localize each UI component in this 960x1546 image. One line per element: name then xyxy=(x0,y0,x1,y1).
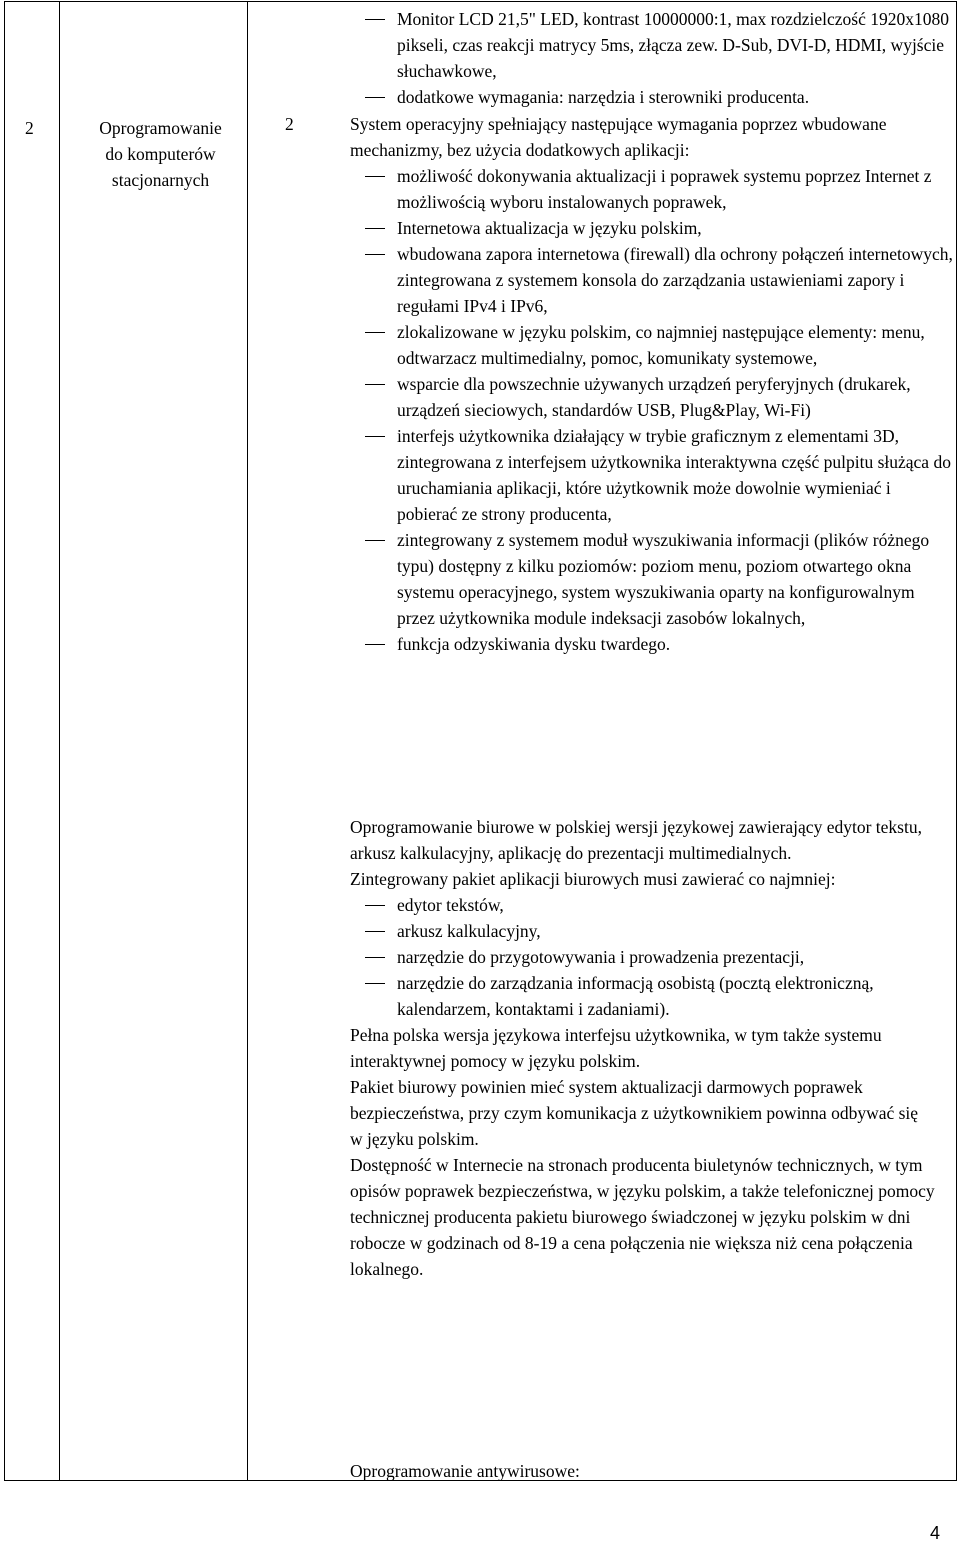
os-section xyxy=(350,111,955,657)
office-updates-line: Pakiet biurowy powinien mieć system aktualizacji darmowych poprawek xyxy=(350,1077,863,1097)
page-number: 4 xyxy=(930,1523,941,1543)
office-updates-line: bezpieczeństwa, przy czym komunikacja z użytkownikiem powinna odbywać się xyxy=(350,1103,919,1123)
office-package-intro: Zintegrowany pakiet aplikacji biurowych musi zawierać co najmniej: xyxy=(350,869,836,889)
os-intro: System operacyjny spełniający następujące wymagania poprzez wbudowane mechanizmy, bez użycia dodatkowych aplikacji: xyxy=(350,114,887,160)
list-item: zlokalizowane w języku polskim, co najmniej następujące elementy: menu, odtwarzacz multimedialny, pomoc, komunikaty systemowe, xyxy=(350,319,955,371)
column-divider-1 xyxy=(59,2,60,1480)
office-language-line: Pełna polska wersja językowa interfejsu użytkownika, w tym także systemu xyxy=(350,1025,882,1045)
office-support: Dostępność w Internecie na stronach producenta biuletynów technicznych, w tym opisów poprawek bezpieczeństwa, w języku polskim, a także telefonicznej pomocy technicznej producenta pakietu biurowego świadczonej w języku polskim w dni robocze w godzinach od 8-19 a cena połączenia nie większa niż cena połączenia lokalnego. xyxy=(350,1155,935,1279)
office-language-line: interaktywnej pomocy w języku polskim. xyxy=(350,1051,641,1071)
os-requirements-list xyxy=(350,163,955,657)
column-divider-2 xyxy=(247,2,248,1480)
list-item: wsparcie dla powszechnie używanych urządzeń peryferyjnych (drukarek, urządzeń sieciowych, standardów USB, Plug&Play, Wi-Fi) xyxy=(350,371,955,423)
list-item: narzędzie do zarządzania informacją osobistą (pocztą elektroniczną, kalendarzem, kontaktami i zadaniami). xyxy=(350,970,955,1022)
list-item: zintegrowany z systemem moduł wyszukiwania informacji (plików różnego typu) dostępny z kilku poziomów: poziom menu, poziom otwartego okna systemu operacyjnego, system wyszukiwania oparty na konfigurowalnym przez użytkownika module indeksacji zasobów lokalnych, xyxy=(350,527,955,631)
office-section xyxy=(350,814,955,1282)
list-item: możliwość dokonywania aktualizacji i poprawek systemu poprzez Internet z możliwością wyboru instalowanych poprawek, xyxy=(350,163,955,215)
list-item: dodatkowe wymagania: narzędzia i sterowniki producenta. xyxy=(350,84,955,110)
row-name-line: do komputerów xyxy=(105,144,216,164)
list-item: narzędzie do przygotowywania i prowadzenia prezentacji, xyxy=(350,944,955,970)
row-name-line: stacjonarnych xyxy=(111,170,210,190)
antivirus-label: Oprogramowanie antywirusowe: xyxy=(350,1461,580,1481)
row-number: 2 xyxy=(25,118,34,138)
office-apps-list xyxy=(350,892,955,1022)
list-item: arkusz kalkulacyjny, xyxy=(350,918,955,944)
os-number: 2 xyxy=(285,114,294,134)
list-item: interfejs użytkownika działający w trybie graficznym z elementami 3D, zintegrowana z interfejsem użytkownika interaktywna część pulpitu służąca do uruchamiania aplikacji, które użytkownik może dowolnie wymieniać i pobierać ze strony producenta, xyxy=(350,423,955,527)
list-item: Internetowa aktualizacja w języku polskim, xyxy=(350,215,955,241)
office-intro: Oprogramowanie biurowe w polskiej wersji językowej zawierający edytor tekstu, arkusz kalkulacyjny, aplikację do prezentacji multimedialnych. xyxy=(350,817,922,863)
list-item: wbudowana zapora internetowa (firewall) dla ochrony połączeń internetowych, zintegrowana z systemem konsola do zarządzania ustawieniami zapory i regułami IPv4 i IPv6, xyxy=(350,241,955,319)
row-name-line: Oprogramowanie xyxy=(99,118,222,138)
list-item: funkcja odzyskiwania dysku twardego. xyxy=(350,631,955,657)
row-name xyxy=(73,115,248,193)
monitor-list xyxy=(350,6,955,110)
list-item: edytor tekstów, xyxy=(350,892,955,918)
list-item: Monitor LCD 21,5" LED, kontrast 10000000:1, max rozdzielczość 1920x1080 pikseli, czas reakcji matrycy 5ms, złącza zew. D-Sub, DVI-D, HDMI, wyjście słuchawkowe, xyxy=(350,6,955,84)
spec-table xyxy=(4,1,957,1481)
antivirus-section xyxy=(350,1458,955,1484)
office-updates-line: w języku polskim. xyxy=(350,1129,479,1149)
monitor-section xyxy=(350,6,955,110)
